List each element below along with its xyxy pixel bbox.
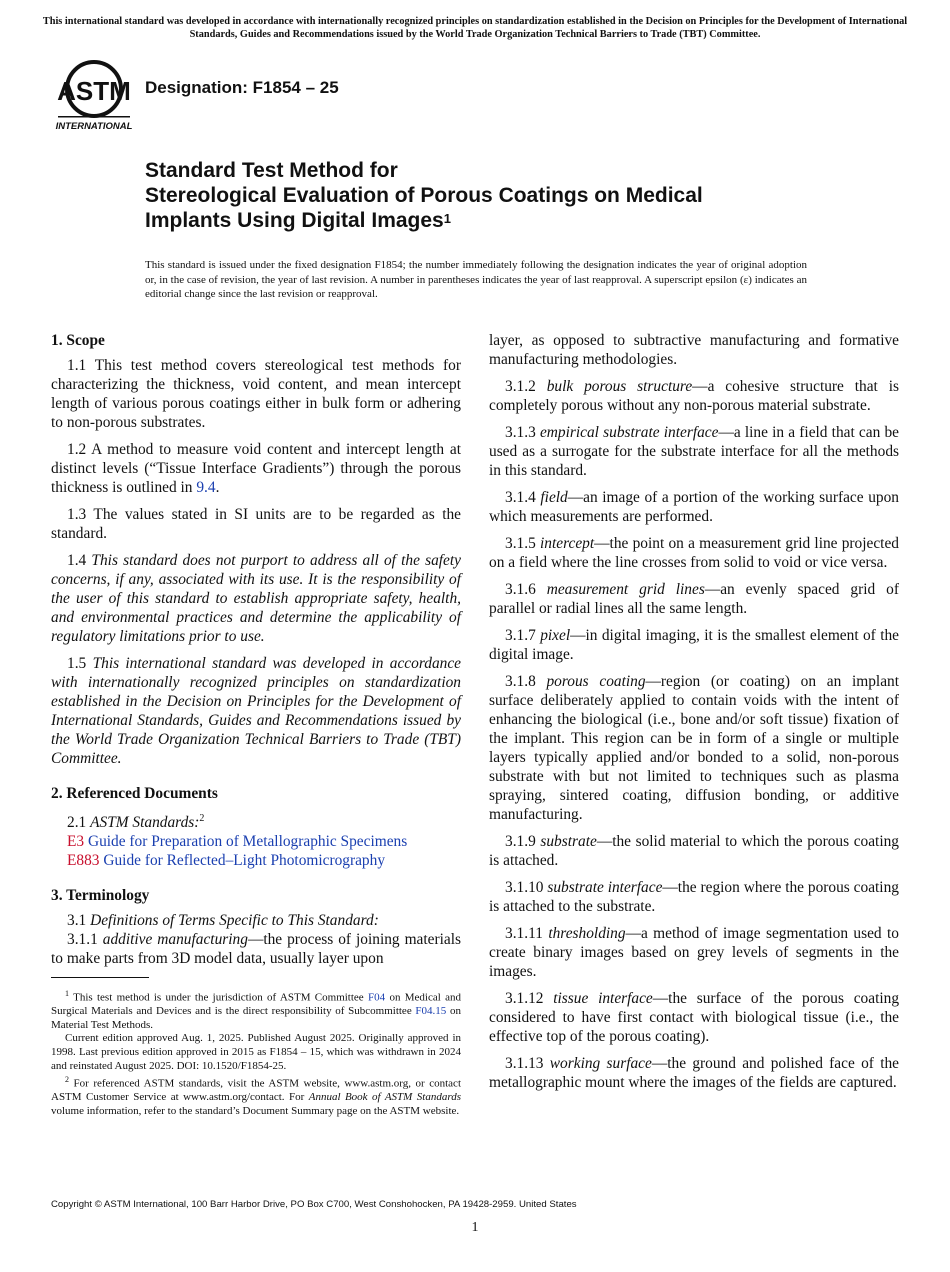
- reference-item[interactable]: E883 Guide for Reflected–Light Photomicrography: [67, 852, 386, 870]
- committee-link-f04[interactable]: F04: [368, 991, 386, 1004]
- reference-item[interactable]: E3 Guide for Preparation of Metallographic Specimens: [67, 833, 408, 851]
- paragraph-2-1: 2.1 ASTM Standards:$^2$: [67, 813, 205, 832]
- copyright-notice: Copyright © ASTM International, 100 Barr Harbor Drive, PO Box C700, West Conshohocken, PA 19428-2959. United States: [51, 1199, 577, 1210]
- logo-letters: ASTM: [57, 76, 131, 106]
- section-heading-terminology: 3. Terminology: [51, 887, 150, 905]
- paragraph-1-2: 1.2 A method to measure void content and intercept length at distinct levels (“Tissue Interface Gradients”) through the porous thickness is outlined in 9.4.: [51, 441, 461, 496]
- astm-logo-icon: [52, 56, 136, 132]
- footnote-1: $^1$ This test method is under the jurisdiction of ASTM Committee F04 on Medical and Surgical Materials and Devices and is the direct responsibility of Subcommittee F04.15 on Material Test Methods.: [51, 989, 462, 1031]
- footnote-edition: Current edition approved Aug. 1, 2025. Published August 2025. Originally approved in 1998. Last previous edition approved in 2015 as F1854 – 15, which was withdrawn in 2024 and reinstated August 2025. DOI: 10.1520/F1854-25.: [51, 1032, 461, 1072]
- logo-subtitle: INTERNATIONAL: [55, 121, 133, 132]
- definition-3-1-10: 3.1.10 substrate interface—the region where the porous coating is attached to the substrate.: [489, 879, 899, 915]
- definition-3-1-3: 3.1.3 empirical substrate interface—a line in a field that can be used as a surrogate for the substrate interface for all the methods in this standard.: [489, 424, 900, 479]
- paragraph-1-4: 1.4 This standard does not purport to address all of the safety concerns, if any, associated with its use. It is the responsibility of the user of this standard to establish appropriate safety, health, and environmental practices and determine the applicability of regulatory limitations prior to use.: [51, 552, 461, 645]
- definition-3-1-2: 3.1.2 bulk porous structure—a cohesive structure that is completely porous without any non-porous material substrate.: [489, 378, 899, 414]
- definition-3-1-1: 3.1.1 additive manufacturing—the process of joining materials to make parts from 3D model data, usually layer upon: [51, 931, 461, 968]
- paragraph-1-5: 1.5 This international standard was developed in accordance with internationally recognized principles on standardization established in the Decision on Principles for the Development of International Standards, Guides and Recommendations issued by the World Trade Organization Technical Barriers to Trade (TBT) Committee.: [51, 655, 461, 767]
- paragraph-1-1: 1.1 This test method covers stereological test methods for characterizing the thickness, void content, and mean intercept length of various porous coatings either in bulk form or adhering to non-porous substrates.: [51, 357, 461, 431]
- subcommittee-link-f04-15[interactable]: F04.15: [415, 1005, 447, 1018]
- definition-3-1-12: 3.1.12 tissue interface—the surface of the porous coating considered to have first contact with biological tissue (i.e., the effective top of the porous coating).: [489, 990, 900, 1045]
- footnote-divider: [51, 977, 149, 978]
- title-line-1: Standard Test Method for: [145, 159, 398, 182]
- title-line-3: Implants Using Digital Images$^1$: [145, 209, 451, 232]
- definition-3-1-1-continued: layer, as opposed to subtractive manufacturing and formative manufacturing methodologies.: [489, 332, 899, 368]
- paragraph-1-3: 1.3 The values stated in SI units are to be regarded as the standard.: [51, 506, 461, 542]
- title-footnote-mark: 1: [443, 211, 451, 226]
- header-note: This international standard was developed in accordance with internationally recognized principles on standardization established in the Decision on Principles for the Development of International Standards, Guides and Recommendations issued by the World Trade Organization Technical Barriers to Trade (TBT) Committee.: [42, 16, 908, 40]
- definition-3-1-9: 3.1.9 substrate—the solid material to which the porous coating is attached.: [489, 833, 899, 869]
- section-heading-referenced-documents: 2. Referenced Documents: [51, 785, 218, 802]
- title-line-2: Stereological Evaluation of Porous Coatings on Medical: [145, 184, 703, 207]
- definition-3-1-5: 3.1.5 intercept—the point on a measurement grid line projected on a field where the line crosses from solid to void or vice versa.: [489, 535, 899, 571]
- issued-note: This standard is issued under the fixed designation F1854; the number immediately following the designation indicates the year of original adoption or, in the case of revision, the year of last revision. A number in parentheses indicates the year of last reapproval. A superscript epsilon (ε) indicates an editorial change since the last revision or reapproval.: [145, 259, 807, 301]
- footnotes: [51, 987, 461, 1119]
- page-number: 1: [471, 1220, 479, 1235]
- footnote-2: $^2$ For referenced ASTM standards, visit the ASTM website, www.astm.org, or contact ASTM Customer Service at www.astm.org/contact. For Annual Book of ASTM Standards volume information, refer to the standard’s Document Summary page on the ASTM website.: [51, 1075, 461, 1118]
- section-link-9-4[interactable]: 9.4: [196, 479, 216, 496]
- definition-3-1-8: 3.1.8 porous coating—region (or coating) on an implant surface deliberately applied to contain voids with the intent of enhancing the biological (i.e., bone and/or soft tissue) fixation of the implant. This region can be in form of a single or multiple layers typically applied and/or bonded to a solid, non-porous substrate with but not limited to techniques such as plasma spraying, sintered coating, diffusion bonding, or additive manufacturing.: [489, 673, 899, 823]
- section-heading-scope: 1. Scope: [51, 332, 105, 349]
- designation: Designation: F1854 – 25: [145, 78, 339, 97]
- page-title: [145, 158, 845, 233]
- definition-3-1-11: 3.1.11 thresholding—a method of image segmentation used to create binary images based on grey levels of segments in the images.: [489, 925, 899, 980]
- definition-3-1-6: 3.1.6 measurement grid lines—an evenly spaced grid of parallel or radial lines all the same length.: [489, 581, 899, 617]
- definition-3-1-4: 3.1.4 field—an image of a portion of the working surface upon which measurements are performed.: [489, 489, 899, 525]
- definition-3-1-7: 3.1.7 pixel—in digital imaging, it is the smallest element of the digital image.: [489, 627, 900, 663]
- right-column: [489, 331, 899, 1100]
- paragraph-3-1: 3.1 Definitions of Terms Specific to This Standard:: [67, 912, 379, 930]
- definition-3-1-13: 3.1.13 working surface—the ground and polished face of the metallographic mount where the images of the fields are captured.: [489, 1055, 900, 1091]
- left-column: [51, 331, 461, 976]
